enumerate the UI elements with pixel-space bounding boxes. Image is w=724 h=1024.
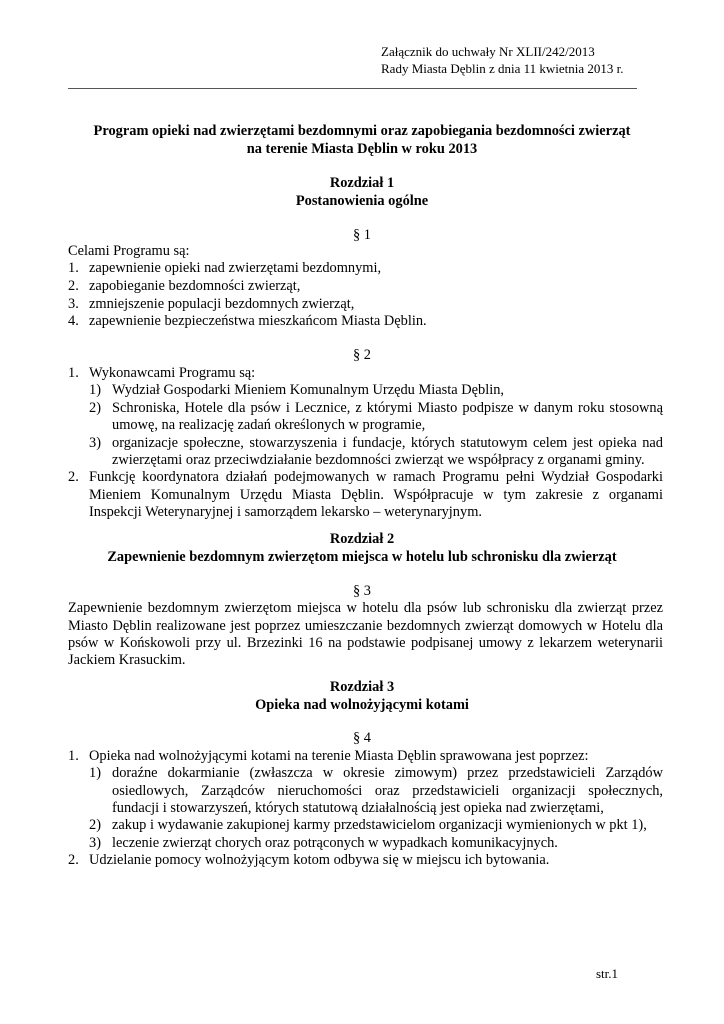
cat-care-3-text: leczenie zwierząt chorych oraz potrąconych w wypadkach komunikacyjnych.: [112, 835, 558, 851]
goal-2-number: 2.: [68, 278, 79, 294]
coordinator-line-3: Inspekcji Weterynaryjnej i samorządem lekarsko – weterynaryjnym.: [89, 504, 482, 520]
paragraph-3-sign: § 3: [353, 583, 371, 599]
chapter-1-heading: Rozdział 1: [329, 175, 395, 191]
paragraph-4-sign: § 4: [353, 730, 371, 746]
paragraph-1-intro: Celami Programu są:: [68, 243, 190, 259]
executor-1-text: Wydział Gospodarki Mieniem Komunalnym Urzędu Miasta Dęblin,: [112, 382, 504, 398]
executor-1-number: 1): [89, 382, 101, 398]
cat-care-number: 1.: [68, 748, 79, 764]
executor-2-number: 2): [89, 400, 101, 416]
executor-2-line-1: Schroniska, Hotele dla psów i Lecznice, z którymi Miasto podpisze w danym roku stosowną: [112, 400, 663, 416]
header-rule: [68, 88, 637, 89]
goal-1-number: 1.: [68, 260, 79, 276]
executors-number: 1.: [68, 365, 79, 381]
chapter-3-subtitle: Opieka nad wolnożyjącymi kotami: [255, 697, 469, 713]
paragraph-3-line-2: Miasto Dęblin realizowane jest poprzez umieszczanie bezdomnych zwierząt domowych w Hotelu dla: [68, 618, 663, 634]
executor-2-line-2: umowę, na realizację zadań określonych w programie,: [112, 417, 426, 433]
executors-text: Wykonawcami Programu są:: [89, 365, 256, 381]
executor-3-line-2: zwierzętami oraz przeciwdziałanie bezdomności zwierząt we współpracy z organami gminy.: [112, 452, 645, 468]
goal-4-number: 4.: [68, 313, 79, 329]
cat-care-1-line-1: doraźne dokarmianie (zwłaszcza w okresie zimowym) przez przedstawicieli Zarządów: [112, 765, 663, 781]
header-council-line: Rady Miasta Dęblin z dnia 11 kwietnia 2013 r.: [381, 61, 624, 76]
goal-2-text: zapobieganie bezdomności zwierząt,: [89, 278, 301, 294]
executor-3-line-1: organizacje społeczne, stowarzyszenia i fundacje, których statutowym celem jest opieka nad: [112, 435, 663, 451]
coordinator-line-2: Mieniem Komunalnym Urzędu Miasta Dęblin. Współpracuje w tym zakresie z organami: [89, 487, 663, 503]
cat-care-1-line-3: fundacji i stowarzyszeń, których statutową działalnością jest opieka nad zwierzętami,: [112, 800, 604, 816]
paragraph-3-line-1: Zapewnienie bezdomnym zwierzętom miejsca w hotelu dla psów lub schronisku dla zwierząt przez: [68, 600, 663, 616]
coordinator-number: 2.: [68, 469, 79, 485]
cat-help-number: 2.: [68, 852, 79, 868]
coordinator-line-1: Funkcję koordynatora działań podejmowanych w ramach Programu pełni Wydział Gospodarki: [89, 469, 663, 485]
paragraph-2-sign: § 2: [353, 347, 371, 363]
cat-care-1-number: 1): [89, 765, 101, 781]
paragraph-1-sign: § 1: [353, 227, 371, 243]
chapter-1-subtitle: Postanowienia ogólne: [295, 193, 429, 209]
document-title-line-2: na terenie Miasta Dęblin w roku 2013: [246, 141, 478, 157]
paragraph-3-line-4: Jackiem Krasuckim.: [68, 652, 186, 668]
chapter-3-heading: Rozdział 3: [329, 679, 395, 695]
cat-care-text: Opieka nad wolnożyjącymi kotami na terenie Miasta Dęblin sprawowana jest poprzez:: [89, 748, 589, 764]
goal-3-text: zmniejszenie populacji bezdomnych zwierząt,: [89, 296, 355, 312]
goal-1-text: zapewnienie opieki nad zwierzętami bezdomnymi,: [89, 260, 382, 276]
page-number: str.1: [596, 966, 619, 981]
goal-4-text: zapewnienie bezpieczeństwa mieszkańcom Miasta Dęblin.: [89, 313, 427, 329]
header-attachment-line: Załącznik do uchwały Nr XLII/242/2013: [381, 44, 595, 59]
executor-3-number: 3): [89, 435, 101, 451]
document-title-line-1: Program opieki nad zwierzętami bezdomnymi oraz zapobiegania bezdomności zwierząt: [93, 123, 631, 139]
cat-care-3-number: 3): [89, 835, 101, 851]
paragraph-3-line-3: psów w Końskowoli przy ul. Brzezinki 16 na podstawie podpisanej umowy z lekarzem weterynarii: [68, 635, 663, 651]
chapter-2-heading: Rozdział 2: [329, 531, 395, 547]
cat-care-1-line-2: osiedlowych, Zarządców nieruchomości oraz przedstawicieli organizacji społecznych,: [112, 783, 663, 799]
chapter-2-subtitle: Zapewnienie bezdomnym zwierzętom miejsca w hotelu lub schronisku dla zwierząt: [107, 549, 617, 565]
cat-care-2-text: zakup i wydawanie zakupionej karmy przedstawicielom organizacji wymienionych w pkt 1),: [112, 817, 647, 833]
cat-care-2-number: 2): [89, 817, 101, 833]
goal-3-number: 3.: [68, 296, 79, 312]
cat-help-text: Udzielanie pomocy wolnożyjącym kotom odbywa się w miejscu ich bytowania.: [89, 852, 550, 868]
